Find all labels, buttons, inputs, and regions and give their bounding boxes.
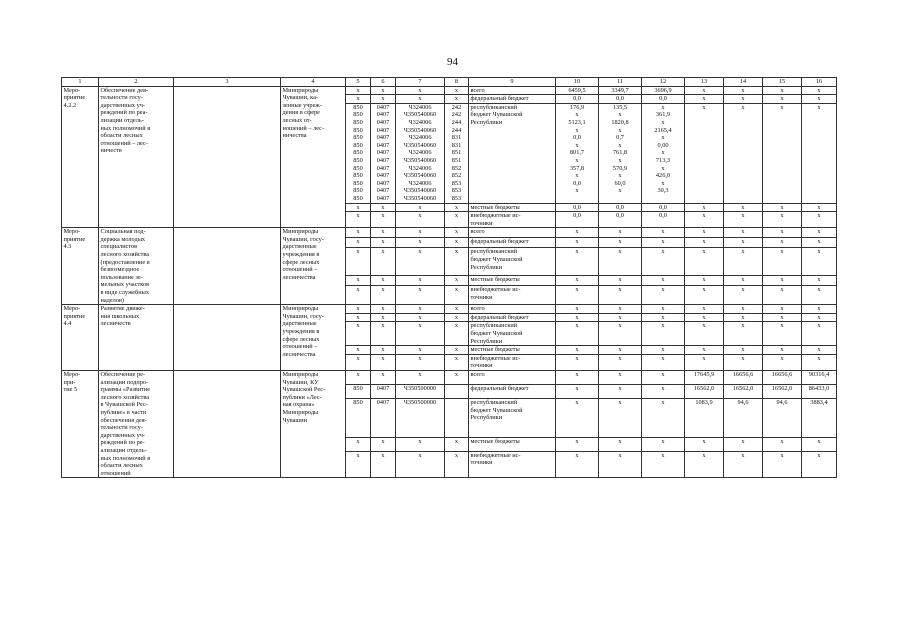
amount-11: x [599,370,642,384]
column-number: 5 [346,78,371,87]
amount-11: x [599,286,642,305]
grbs-code: x [346,451,371,477]
expense-type-code: x [445,212,469,228]
amount-11: x [599,437,642,451]
section-code: x [371,238,396,248]
target-article-code: Ч350500000 [396,384,445,398]
amount-13: x [685,305,724,314]
funding-source: федеральный бюджет [469,384,556,398]
amount-10: x [556,276,599,286]
target-article-code: x [396,248,445,276]
amount-14: x [724,95,763,104]
budget-table [61,77,837,478]
measure-title: Социальная под- держка молодых специалистов лесного хозяйства (предоставление в безвозмездное пользование зе- мельных участков в виде служебных наделов) [99,228,174,305]
amount-14: x [724,276,763,286]
target-article-code: x [396,95,445,104]
amount-10: x [556,399,599,438]
amount-16: x [802,451,837,477]
funding-source: всего [469,370,556,384]
grbs-code: x [346,203,371,212]
amount-10: 6459,5 [556,86,599,95]
amount-16: x [802,248,837,276]
column-number: 9 [469,78,556,87]
amount-10: x [556,451,599,477]
amount-14: x [724,354,763,370]
amount-16: x [802,95,837,104]
expense-type-code: x [445,354,469,370]
amount-13: x [685,313,724,322]
target-article-code: x [396,370,445,384]
amount-12: x [642,384,685,398]
amount-15: x [763,212,802,228]
measure-number: Меро- при- тие 5 [62,370,99,477]
target-article-code: x [396,305,445,314]
section-code: x [371,276,396,286]
amount-15: x [763,346,802,355]
amount-13: x [685,322,724,346]
amount-10: x [556,286,599,305]
amount-13: x [685,451,724,477]
amount-15: x [763,228,802,238]
expense-type-code: 242 242 244 244 831 831 851 851 852 852 853 853 853 [445,103,469,203]
amount-15: 16562,0 [763,384,802,398]
section-code: 0407 [371,384,396,398]
amount-15: 16656,6 [763,370,802,384]
column-number: 7 [396,78,445,87]
amount-12: x [642,451,685,477]
amount-12: 0,0 [642,212,685,228]
amount-14: 16656,6 [724,370,763,384]
amount-13: x [685,346,724,355]
amount-13: 17645,9 [685,370,724,384]
measure-title: Обеспечение дея- тельности госу- дарственных уч- реждений по реа- лизации отдель- ных полномочий в области лесных отношений – лес- ничеств [99,86,174,228]
executor-cell: Минприроды Чувашии, ка- зенные учреж- дения в сфере лесных от- ношений – лес- ничества [281,86,346,228]
target-article-code: x [396,228,445,238]
executor-cell: Минприроды Чувашии, госу- дарственные учреждения в сфере лесных отношений – лесничества [281,228,346,305]
goal-cell [174,228,281,305]
grbs-code: 850 850 850 850 850 850 850 850 850 850 850 850 850 [346,103,371,203]
amount-15: x [763,276,802,286]
column-number: 8 [445,78,469,87]
expense-type-code: x [445,305,469,314]
section-code: x [371,370,396,384]
amount-11: 135,5 x 1820,8 x 0,7 x 761,8 x 570,9 x 60,0 x [599,103,642,203]
amount-16: x [802,103,837,203]
amount-13: x [685,228,724,238]
amount-10: x [556,238,599,248]
funding-source: всего [469,305,556,314]
section-code: x [371,212,396,228]
target-article-code: x [396,346,445,355]
executor-cell: Минприроды Чувашии, КУ Чувашской Рес- публики «Лес- ная охрана» Минприроды Чувашии [281,370,346,477]
amount-14: x [724,322,763,346]
funding-source: внебюджетные ис- точники [469,354,556,370]
amount-14: x [724,228,763,238]
executor-cell: Минприроды Чувашии, госу- дарственные учреждения в сфере лесных отношений – лесничества [281,305,346,371]
amount-16: 3883,4 [802,399,837,438]
funding-source: республиканский бюджет Чувашской Республики [469,322,556,346]
amount-15: x [763,305,802,314]
expense-type-code: x [445,276,469,286]
section-code: 0407 [371,399,396,438]
amount-11: x [599,354,642,370]
funding-source: федеральный бюджет [469,313,556,322]
grbs-code: x [346,354,371,370]
amount-15: x [763,238,802,248]
amount-12: x [642,370,685,384]
amount-14: x [724,305,763,314]
table-row [62,228,837,238]
grbs-code: x [346,322,371,346]
amount-14: 94,6 [724,399,763,438]
amount-16: x [802,276,837,286]
amount-10: x [556,346,599,355]
section-code: x [371,322,396,346]
grbs-code: x [346,305,371,314]
section-code: x [371,451,396,477]
expense-type-code: x [445,313,469,322]
expense-type-code: x [445,370,469,384]
amount-16: x [802,313,837,322]
amount-12: x [642,437,685,451]
page-number: 94 [447,56,458,68]
amount-11: x [599,238,642,248]
column-number: 14 [724,78,763,87]
amount-15: 94,6 [763,399,802,438]
expense-type-code: x [445,451,469,477]
grbs-code: x [346,228,371,238]
amount-12: x [642,399,685,438]
amount-16: x [802,286,837,305]
amount-14: x [724,103,763,203]
amount-11: x [599,346,642,355]
amount-16: 86433,0 [802,384,837,398]
column-number: 2 [99,78,174,87]
grbs-code: x [346,95,371,104]
column-number: 6 [371,78,396,87]
goal-cell [174,305,281,371]
amount-14: x [724,203,763,212]
amount-10: 0,0 [556,95,599,104]
amount-16: x [802,305,837,314]
amount-13: x [685,248,724,276]
expense-type-code: x [445,346,469,355]
amount-12: 3696,9 [642,86,685,95]
target-article-code: x [396,451,445,477]
grbs-code: x [346,437,371,451]
amount-14: x [724,313,763,322]
target-article-code: x [396,313,445,322]
amount-11: x [599,228,642,238]
section-code: x [371,95,396,104]
amount-16: x [802,437,837,451]
grbs-code: x [346,238,371,248]
goal-cell [174,86,281,228]
grbs-code: x [346,86,371,95]
funding-source: республиканский бюджет Чувашской Республики [469,399,556,438]
target-article-code: Ч350500000 [396,399,445,438]
amount-16: x [802,354,837,370]
amount-13: x [685,354,724,370]
amount-11: x [599,248,642,276]
amount-14: x [724,286,763,305]
grbs-code: 850 [346,384,371,398]
amount-11: x [599,399,642,438]
target-article-code: x [396,322,445,346]
amount-16: x [802,322,837,346]
amount-11: x [599,322,642,346]
amount-16: 90316,4 [802,370,837,384]
amount-12: x [642,346,685,355]
amount-15: x [763,313,802,322]
expense-type-code: x [445,437,469,451]
amount-15: x [763,437,802,451]
amount-13: x [685,212,724,228]
amount-14: x [724,248,763,276]
section-code: x [371,248,396,276]
amount-14: x [724,451,763,477]
amount-16: x [802,238,837,248]
amount-14: 16562,0 [724,384,763,398]
amount-13: x [685,95,724,104]
funding-source: местные бюджеты [469,276,556,286]
measure-number: Меро- приятие 4.2.2 [62,86,99,228]
section-code: x [371,305,396,314]
funding-source: внебюджетные ис- точники [469,212,556,228]
funding-source: республиканский бюджет Чувашской Республики [469,248,556,276]
funding-source: внебюджетные ис- точники [469,451,556,477]
amount-10: 176,9 x 5123,1 x 0,0 x 801,7 x 357,8 x 0,0 x [556,103,599,203]
measure-title: Обеспечение ре- ализации подпро- граммы «Развитие лесного хозяйства в Чувашской Рес- публике» в части обеспечения дея- тельности госу- дарственных уч- реждений по ре- ализации отдель- ных полномочий в области лесных отношений [99,370,174,477]
funding-source: всего [469,228,556,238]
section-code: 0407 0407 0407 0407 0407 0407 0407 0407 0407 0407 0407 0407 0407 [371,103,396,203]
column-number: 3 [174,78,281,87]
amount-14: x [724,437,763,451]
amount-11: 0,0 [599,203,642,212]
amount-11: x [599,276,642,286]
target-article-code: Ч324006 Ч350540060 Ч324006 Ч350540060 Ч324006 Ч350540060 Ч324006 Ч350540060 Ч324006 Ч350540060 Ч324006 Ч350540060 Ч350540060 [396,103,445,203]
target-article-code: x [396,286,445,305]
amount-12: x [642,248,685,276]
grbs-code: x [346,248,371,276]
grbs-code: 850 [346,399,371,438]
amount-15: x [763,286,802,305]
amount-10: x [556,437,599,451]
amount-10: x [556,322,599,346]
amount-15: x [763,322,802,346]
amount-10: x [556,370,599,384]
amount-12: x 361,9 x 2165,4 x 0,00 x 713,3 x 426,0 x 30,3 [642,103,685,203]
measure-number: Меро- приятие 4.4 [62,305,99,371]
amount-13: x [685,103,724,203]
amount-12: x [642,228,685,238]
amount-12: 0,0 [642,95,685,104]
amount-10: 0,0 [556,203,599,212]
column-number: 11 [599,78,642,87]
amount-10: x [556,248,599,276]
amount-13: x [685,276,724,286]
amount-10: x [556,313,599,322]
amount-11: x [599,305,642,314]
amount-12: x [642,322,685,346]
expense-type-code: x [445,248,469,276]
amount-15: x [763,354,802,370]
table-row [62,305,837,314]
expense-type-code [445,384,469,398]
amount-12: x [642,354,685,370]
amount-12: x [642,313,685,322]
grbs-code: x [346,370,371,384]
amount-13: x [685,86,724,95]
amount-11: 0,0 [599,95,642,104]
amount-16: x [802,86,837,95]
measure-number: Меро- приятие 4.3 [62,228,99,305]
section-code: x [371,313,396,322]
funding-source: всего [469,86,556,95]
measure-title: Развитие движе- ния школьных лесничеств [99,305,174,371]
grbs-code: x [346,313,371,322]
amount-15: x [763,451,802,477]
amount-14: x [724,212,763,228]
target-article-code: x [396,354,445,370]
amount-15: x [763,86,802,95]
amount-12: x [642,276,685,286]
target-article-code: x [396,437,445,451]
column-number: 10 [556,78,599,87]
amount-10: x [556,384,599,398]
amount-13: x [685,437,724,451]
target-article-code: x [396,203,445,212]
grbs-code: x [346,286,371,305]
column-number: 15 [763,78,802,87]
amount-12: x [642,305,685,314]
expense-type-code: x [445,228,469,238]
amount-13: 16562,0 [685,384,724,398]
column-number: 4 [281,78,346,87]
amount-11: x [599,313,642,322]
funding-source: федеральный бюджет [469,238,556,248]
amount-13: 1083,9 [685,399,724,438]
expense-type-code: x [445,86,469,95]
column-number: 12 [642,78,685,87]
amount-15: x [763,248,802,276]
goal-cell [174,370,281,477]
expense-type-code [445,399,469,438]
amount-12: x [642,286,685,305]
expense-type-code: x [445,95,469,104]
amount-11: 0,0 [599,212,642,228]
amount-15: x [763,95,802,104]
section-code: x [371,346,396,355]
amount-14: x [724,86,763,95]
amount-15: x [763,103,802,203]
grbs-code: x [346,346,371,355]
funding-source: местные бюджеты [469,203,556,212]
amount-14: x [724,346,763,355]
funding-source: федеральный бюджет [469,95,556,104]
expense-type-code: x [445,238,469,248]
column-number: 13 [685,78,724,87]
target-article-code: x [396,86,445,95]
table-row [62,86,837,95]
amount-15: x [763,203,802,212]
amount-16: x [802,346,837,355]
amount-12: x [642,238,685,248]
target-article-code: x [396,238,445,248]
expense-type-code: x [445,286,469,305]
section-code: x [371,203,396,212]
expense-type-code: x [445,203,469,212]
funding-source: внебюджетные ис- точники [469,286,556,305]
funding-source: республиканский бюджет Чувашской Республики [469,103,556,203]
amount-13: x [685,203,724,212]
section-code: x [371,286,396,305]
section-code: x [371,437,396,451]
amount-11: x [599,451,642,477]
expense-type-code: x [445,322,469,346]
amount-13: x [685,286,724,305]
amount-11: 3349,7 [599,86,642,95]
amount-10: x [556,354,599,370]
table-row [62,370,837,384]
target-article-code: x [396,276,445,286]
header-row [62,78,837,87]
grbs-code: x [346,276,371,286]
section-code: x [371,86,396,95]
amount-10: x [556,228,599,238]
amount-16: x [802,212,837,228]
amount-16: x [802,203,837,212]
funding-source: местные бюджеты [469,437,556,451]
section-code: x [371,354,396,370]
amount-16: x [802,228,837,238]
column-number: 1 [62,78,99,87]
amount-11: x [599,384,642,398]
amount-10: 0,0 [556,212,599,228]
funding-source: местные бюджеты [469,346,556,355]
target-article-code: x [396,212,445,228]
column-number: 16 [802,78,837,87]
amount-14: x [724,238,763,248]
amount-10: x [556,305,599,314]
grbs-code: x [346,212,371,228]
section-code: x [371,228,396,238]
amount-12: 0,0 [642,203,685,212]
amount-13: x [685,238,724,248]
